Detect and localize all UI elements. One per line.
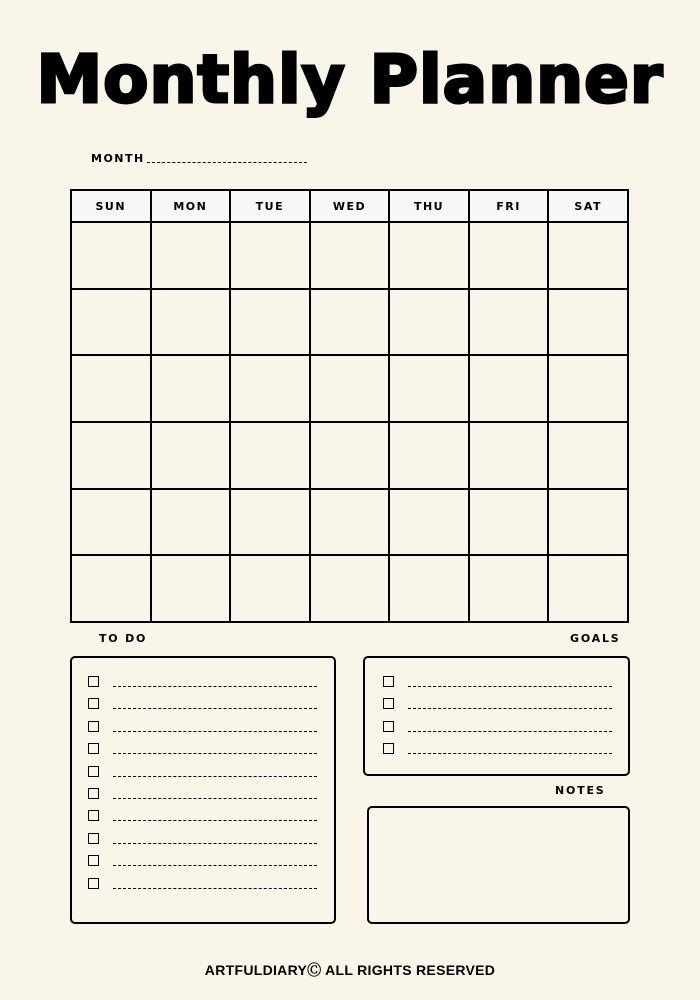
- calendar-day-cell[interactable]: [151, 355, 231, 422]
- calendar-day-cell[interactable]: [310, 422, 390, 489]
- calendar-day-cell[interactable]: [389, 222, 469, 289]
- notes-label: NOTES: [555, 784, 606, 797]
- checkbox-icon[interactable]: [88, 766, 99, 777]
- calendar-day-cell[interactable]: [151, 289, 231, 356]
- calendar-week-row: [71, 489, 628, 556]
- calendar-day-cell[interactable]: [71, 555, 151, 622]
- goals-box: [363, 656, 630, 776]
- checkbox-icon[interactable]: [88, 878, 99, 889]
- page-title: Monthly Planner: [36, 41, 664, 118]
- day-header-wed: WED: [310, 190, 390, 222]
- calendar-day-cell[interactable]: [389, 489, 469, 556]
- checkbox-icon[interactable]: [383, 721, 394, 732]
- day-header-mon: MON: [151, 190, 231, 222]
- calendar-week-row: [71, 222, 628, 289]
- calendar-day-cell[interactable]: [151, 222, 231, 289]
- goal-item[interactable]: [383, 676, 612, 687]
- goal-item[interactable]: [383, 721, 612, 732]
- todo-line[interactable]: [113, 798, 317, 799]
- calendar-day-cell[interactable]: [230, 555, 310, 622]
- calendar-day-cell[interactable]: [389, 555, 469, 622]
- calendar-week-row: [71, 355, 628, 422]
- todo-line[interactable]: [113, 776, 317, 777]
- calendar-day-cell[interactable]: [310, 355, 390, 422]
- calendar-day-cell[interactable]: [548, 489, 628, 556]
- month-input-line[interactable]: [147, 162, 307, 163]
- checkbox-icon[interactable]: [383, 743, 394, 754]
- calendar-day-cell[interactable]: [469, 555, 549, 622]
- todo-item[interactable]: [88, 676, 317, 687]
- calendar-day-cell[interactable]: [151, 422, 231, 489]
- calendar-day-cell[interactable]: [389, 355, 469, 422]
- goal-item[interactable]: [383, 743, 612, 754]
- calendar-day-cell[interactable]: [71, 355, 151, 422]
- checkbox-icon[interactable]: [88, 698, 99, 709]
- goal-line[interactable]: [408, 686, 612, 687]
- day-header-thu: THU: [389, 190, 469, 222]
- calendar-day-cell[interactable]: [389, 289, 469, 356]
- checkbox-icon[interactable]: [383, 698, 394, 709]
- todo-line[interactable]: [113, 865, 317, 866]
- calendar-day-cell[interactable]: [310, 222, 390, 289]
- todo-item[interactable]: [88, 833, 317, 844]
- calendar-day-cell[interactable]: [151, 555, 231, 622]
- todo-line[interactable]: [113, 843, 317, 844]
- calendar-day-cell[interactable]: [230, 489, 310, 556]
- goal-line[interactable]: [408, 753, 612, 754]
- calendar-day-cell[interactable]: [310, 289, 390, 356]
- checkbox-icon[interactable]: [88, 833, 99, 844]
- calendar-day-cell[interactable]: [469, 489, 549, 556]
- calendar-day-cell[interactable]: [230, 289, 310, 356]
- day-header-sat: SAT: [548, 190, 628, 222]
- calendar-week-row: [71, 289, 628, 356]
- checkbox-icon[interactable]: [88, 855, 99, 866]
- todo-item[interactable]: [88, 721, 317, 732]
- calendar-day-cell[interactable]: [548, 355, 628, 422]
- calendar-day-cell[interactable]: [548, 222, 628, 289]
- todo-line[interactable]: [113, 753, 317, 754]
- checkbox-icon[interactable]: [383, 676, 394, 687]
- calendar-week-row: [71, 555, 628, 622]
- calendar-day-cell[interactable]: [310, 555, 390, 622]
- calendar-week-row: [71, 422, 628, 489]
- todo-item[interactable]: [88, 855, 317, 866]
- todo-line[interactable]: [113, 708, 317, 709]
- calendar-day-cell[interactable]: [151, 489, 231, 556]
- calendar-day-cell[interactable]: [469, 222, 549, 289]
- calendar-day-cell[interactable]: [310, 489, 390, 556]
- calendar-grid: [70, 189, 629, 623]
- month-label: MONTH: [91, 152, 145, 165]
- todo-item[interactable]: [88, 810, 317, 821]
- todo-label: TO DO: [99, 632, 148, 645]
- day-header-fri: FRI: [469, 190, 549, 222]
- copyright-footer: ARTFULDIARYⒸ ALL RIGHTS RESERVED: [204, 962, 496, 978]
- notes-box[interactable]: [367, 806, 630, 924]
- calendar-day-cell[interactable]: [469, 422, 549, 489]
- calendar-day-cell[interactable]: [469, 289, 549, 356]
- todo-item[interactable]: [88, 878, 317, 889]
- calendar-body: [71, 222, 628, 622]
- calendar-day-cell[interactable]: [230, 222, 310, 289]
- checkbox-icon[interactable]: [88, 676, 99, 687]
- checkbox-icon[interactable]: [88, 721, 99, 732]
- todo-line[interactable]: [113, 888, 317, 889]
- goal-item[interactable]: [383, 698, 612, 709]
- todo-line[interactable]: [113, 686, 317, 687]
- goal-line[interactable]: [408, 731, 612, 732]
- calendar-header-row: [71, 190, 628, 222]
- calendar-day-cell[interactable]: [71, 422, 151, 489]
- month-field[interactable]: [91, 152, 307, 165]
- checkbox-icon[interactable]: [88, 788, 99, 799]
- goal-line[interactable]: [408, 708, 612, 709]
- calendar-day-cell[interactable]: [71, 289, 151, 356]
- calendar-day-cell[interactable]: [548, 555, 628, 622]
- calendar-day-cell[interactable]: [230, 422, 310, 489]
- day-header-sun: SUN: [71, 190, 151, 222]
- checkbox-icon[interactable]: [88, 810, 99, 821]
- goals-label: GOALS: [570, 632, 621, 645]
- calendar-day-cell[interactable]: [71, 489, 151, 556]
- day-header-tue: TUE: [230, 190, 310, 222]
- todo-item[interactable]: [88, 766, 317, 777]
- todo-item[interactable]: [88, 698, 317, 709]
- checkbox-icon[interactable]: [88, 743, 99, 754]
- calendar-day-cell[interactable]: [230, 355, 310, 422]
- calendar-day-cell[interactable]: [71, 222, 151, 289]
- todo-item[interactable]: [88, 743, 317, 754]
- todo-line[interactable]: [113, 731, 317, 732]
- todo-line[interactable]: [113, 820, 317, 821]
- calendar-day-cell[interactable]: [548, 289, 628, 356]
- todo-item[interactable]: [88, 788, 317, 799]
- calendar-day-cell[interactable]: [548, 422, 628, 489]
- calendar-day-cell[interactable]: [389, 422, 469, 489]
- calendar-day-cell[interactable]: [469, 355, 549, 422]
